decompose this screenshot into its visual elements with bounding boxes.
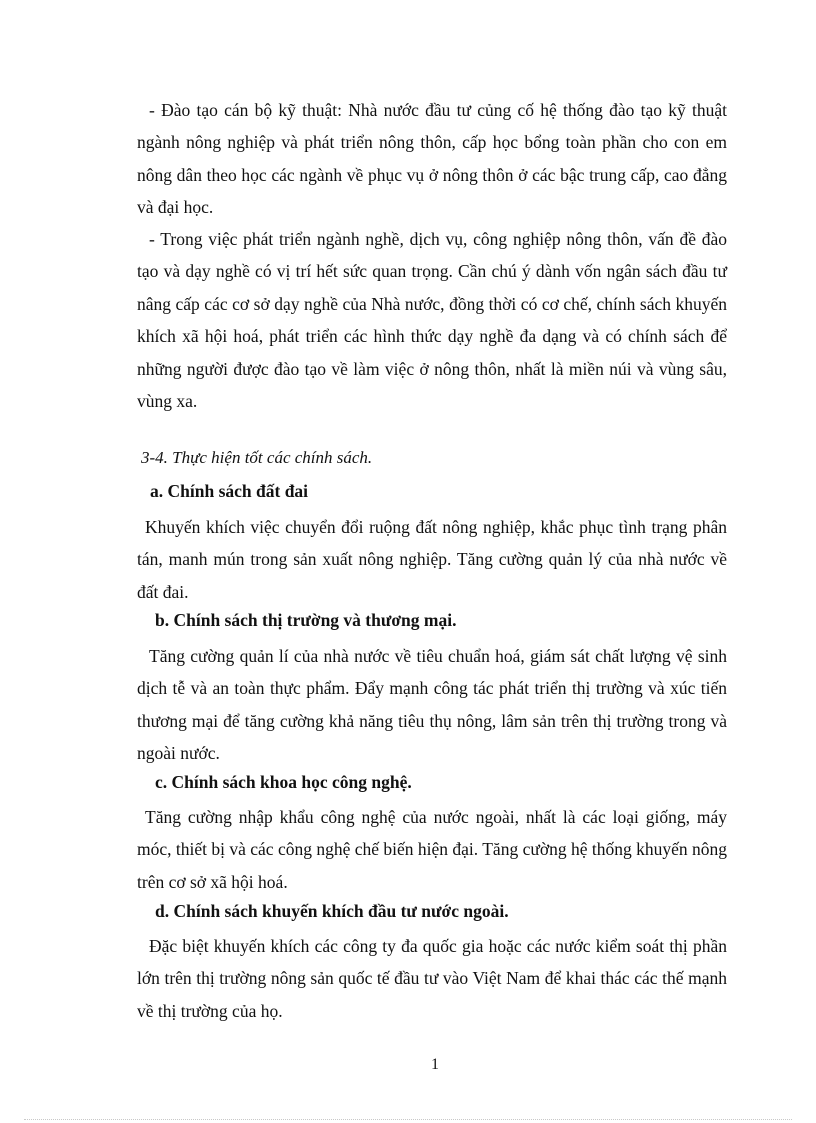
paragraph-foreign-investment-policy: Đặc biệt khuyến khích các công ty đa quốc gia hoặc các nước kiểm soát thị phần lớn trên thị trường nông sản quốc tế đầu tư vào Việt Nam để khai thác các thế mạnh về thị trường của họ.: [137, 936, 727, 1021]
page-number: 1: [431, 1056, 439, 1073]
subsection-heading-land-policy: a. Chính sách đất đai: [150, 481, 309, 501]
subsection-heading-market-trade-policy: b. Chính sách thị trường và thương mại.: [155, 610, 457, 630]
footer-divider: [24, 1119, 792, 1120]
subsection-heading-foreign-investment-policy: d. Chính sách khuyến khích đầu tư nước ngoài.: [155, 901, 509, 921]
paragraph-vocational-training: - Trong việc phát triển ngành nghề, dịch vụ, công nghiệp nông thôn, vấn đề đào tạo và dạy nghề có vị trí hết sức quan trọng. Cần chú ý dành vốn ngân sách đầu tư nâng cấp các cơ sở dạy nghề của Nhà nước, đồng thời có cơ chế, chính sách khuyến khích xã hội hoá, phát triển các hình thức dạy nghề đa dạng và có chính sách để những người được đào tạo về làm việc ở nông thôn, nhất là miền núi và vùng sâu, vùng xa.: [137, 229, 727, 412]
subsection-heading-science-technology-policy: c. Chính sách khoa học công nghệ.: [155, 772, 412, 792]
paragraph-market-trade-policy: Tăng cường quản lí của nhà nước về tiêu chuẩn hoá, giám sát chất lượng vệ sinh dịch tễ và an toàn thực phẩm. Đẩy mạnh công tác phát triển thị trường và xúc tiến thương mại để tăng cường khả năng tiêu thụ nông, lâm sản trên thị trường trong và ngoài nước.: [137, 646, 727, 764]
section-title: 3-4. Thực hiện tốt các chính sách.: [141, 448, 373, 467]
paragraph-training-technical-staff: - Đào tạo cán bộ kỹ thuật: Nhà nước đầu tư củng cố hệ thống đào tạo kỹ thuật ngành nông nghiệp và phát triển nông thôn, cấp học bổng toàn phần cho con em nông dân theo học các ngành về phục vụ ở nông thôn ở các bậc trung cấp, cao đẳng và đại học.: [137, 100, 727, 218]
paragraph-land-policy: Khuyến khích việc chuyển đổi ruộng đất nông nghiệp, khắc phục tình trạng phân tán, manh mún trong sản xuất nông nghiệp. Tăng cường quản lý của nhà nước về đất đai.: [137, 517, 727, 602]
paragraph-science-technology-policy: Tăng cường nhập khẩu công nghệ của nước ngoài, nhất là các loại giống, máy móc, thiết bị và các công nghệ chế biến hiện đại. Tăng cường hệ thống khuyến nông trên cơ sở xã hội hoá.: [137, 807, 727, 892]
